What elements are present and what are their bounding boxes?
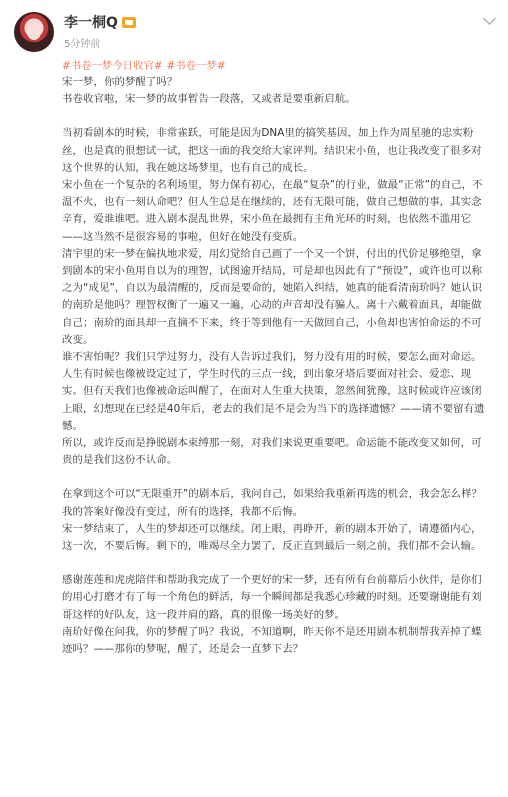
- paragraph: 宋一梦结束了，人生的梦却还可以继续。闭上眼，再睁开，新的剧本开始了，请遵循内心，这一次，不要后悔。剩下的，唯竭尽全力罢了，反正直到最后一刻之前，我们都不会认输。: [62, 522, 482, 553]
- paragraph: 所以，或许反而是挣脱剧本束缚那一刻，对我们来说更重要吧。命运能不能改变又如何，可贵的是我们这份不认命。: [62, 437, 482, 467]
- paragraph: 南玠好像在问我，你的梦醒了吗？我说，不知道啊，昨天你不是还用剧本机制帮我弄掉了蝶迹吗？——那你的梦呢，醒了，还是会一直梦下去？: [62, 625, 482, 656]
- avatar[interactable]: [14, 12, 54, 52]
- hashtag-link[interactable]: #书卷一梦今日收官#: [62, 60, 163, 72]
- paragraph: 感谢莲莲和虎虎陪伴和帮助我完成了一个更好的宋一梦，还有所有台前幕后小伙伴，是你们的用心打磨才有了每一个角色的鲜活，每一个瞬间都是我悉心珍藏的时刻。还要谢谢能有刘哥这样的好队友，这一段并肩的路，真的很像一场美好的梦。: [62, 574, 482, 621]
- paragraph: 人生有时候也像被设定过了，学生时代的三点一线，到出象牙塔后要面对社会、爱恋、现实。但有天我们也像被命运叫醒了，在面对人生重大抉策，忽然间犹豫，这时候或许应该闭上眼，幻想现在已经是40年后，老去的我们是不是会为当下的选择遗憾？——请不要留有遗憾。: [62, 368, 485, 432]
- paragraph: 宋小鱼在一个复杂的名利场里，努力保有初心，在最“复杂”的行业，做最“正常”的自己，不温不火，也有一刻认命吧？但人生总是在继续的，还有无限可能，做自己想做的事，其实念辛育，爱谁谁吧。进入剧本混乱世界，宋小鱼在最拥有主角光环的时刻，也依然不滥用它——这当然不是很容易的事啦，但好在她没有变质。: [62, 179, 483, 243]
- avatar-face: [27, 24, 41, 40]
- paragraph: 清宇里的宋一梦在偏执地求爱，用幻觉给自己画了一个又一个饼，付出的代价足够绝望，拿到剧本的宋小鱼用自以为的理智，试图逾开结局，可是却也因此有了“预设”，或许也可以称之为“成见”，自以为最清醒的，反而是要命的，她陷入纠结，她真的能看清南玠吗？她认识的南玠是他吗？理智权衡了一遍又一遍，心动的声音却没有骗人。离十六戴着面具，却能做自己；南玠的面具却一直摘不下来，终于等到他有一天做回自己，小鱼却也害怕命运的不可改变。: [62, 247, 483, 346]
- hashtag-row: [14, 58, 494, 74]
- name-row: [64, 12, 494, 32]
- paragraph: 谁不害怕呢？我们只学过努力，没有人告诉过我们，努力没有用的时候，要怎么面对命运。: [62, 351, 482, 364]
- paragraph: 书卷收官啦，宋一梦的故事暂告一段落，又或者是要重新启航。: [62, 93, 356, 106]
- author-meta: [64, 10, 494, 50]
- post-timestamp[interactable]: 5分钟前: [64, 39, 101, 50]
- paragraph: 宋一梦，你的梦醒了吗？: [62, 76, 178, 88]
- vip-badge-icon: [122, 17, 136, 28]
- paragraph-gap: [14, 108, 494, 125]
- username[interactable]: 李一桐Q: [64, 15, 118, 31]
- paragraph: 当初看剧本的时候，非常雀跃，可能是因为DNA里的搞笑基因，加上作为周星驰的忠实粉丝，也是真的很想试一试，把这一面的我交给大家评判。结识宋小鱼，也让我改变了很多对这个世界的认知，我在她这场梦里，也有自己的成长。: [62, 127, 482, 174]
- post-header: [14, 10, 494, 62]
- paragraph: 在拿到这个可以“无限重开”的剧本后，我问自己，如果给我重新再选的机会，我会怎么样？我的答案好像没有变过，所有的选择，我都不后悔。: [62, 488, 483, 518]
- post-body: [14, 74, 494, 658]
- hashtag-link[interactable]: #书卷一梦#: [166, 60, 226, 72]
- paragraph-gap: [14, 555, 494, 572]
- paragraph-gap: [14, 469, 494, 486]
